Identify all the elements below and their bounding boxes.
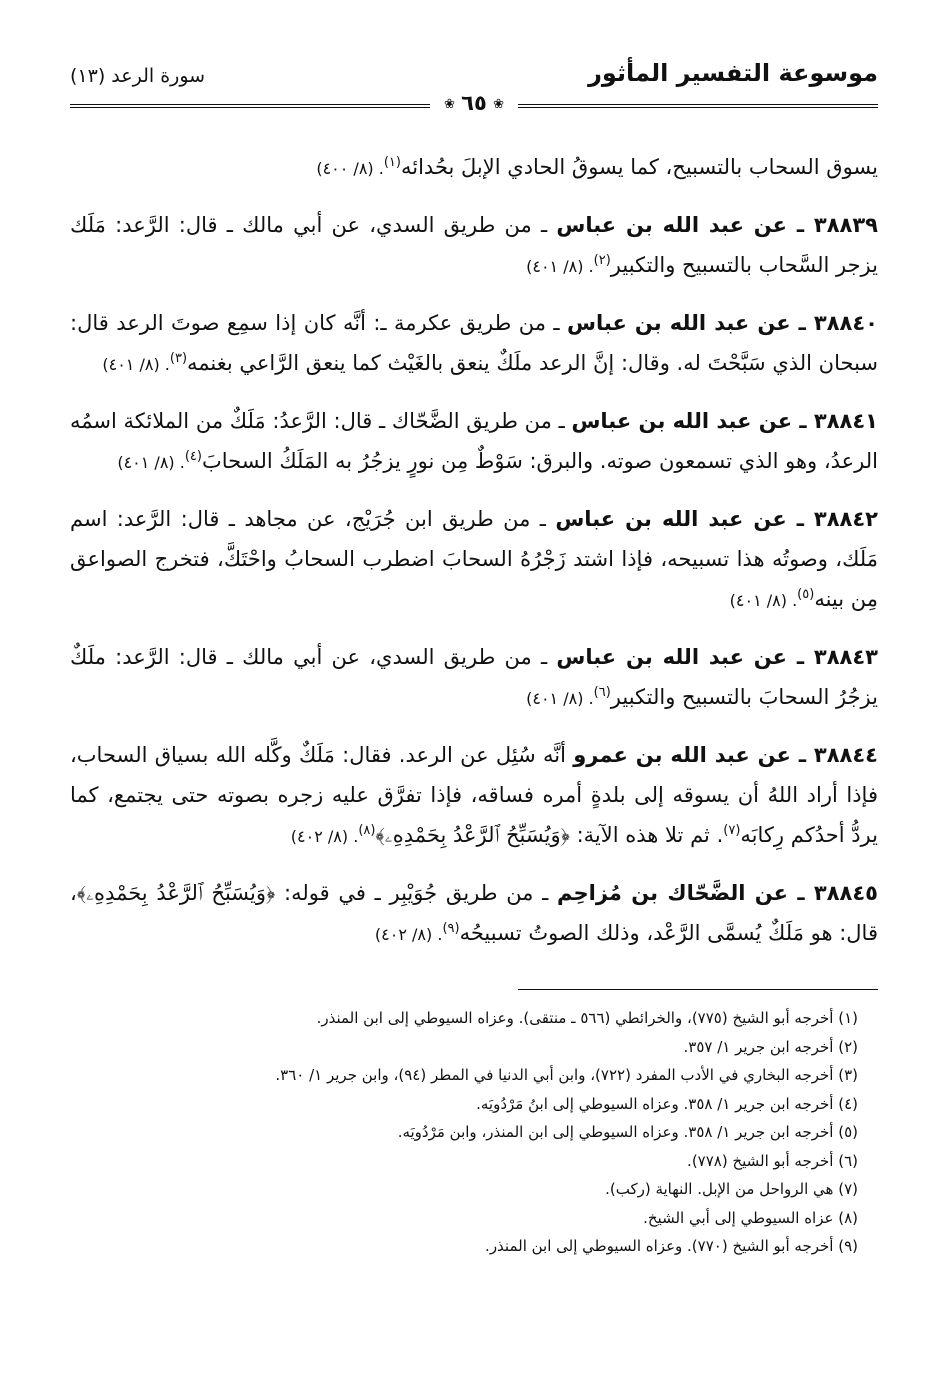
footnote-divider bbox=[518, 989, 878, 990]
volume-reference: . (٨/ ٤٠٠) bbox=[316, 159, 384, 178]
narrator-name: عن عبد الله بن عباس bbox=[556, 645, 788, 669]
entry-text: ـ من طريق السدي، عن أبي مالك ـ قال: الرَّعد: مَلَك يزجر السَّحاب بالتسبيح والتكبير bbox=[70, 213, 878, 277]
entry-38839: ٣٨٨٣٩ ـ عن عبد الله بن عباس ـ من طريق السدي، عن أبي مالك ـ قال: الرَّعد: مَلَك يزجر السَّحاب بالتسبيح والتكبير$^{(٢)}$. (٨/ ٤٠١) bbox=[70, 213, 878, 277]
footnote-marker: (١) bbox=[383, 155, 401, 170]
ornament-icon: ❀ bbox=[444, 97, 455, 112]
entry-number: ٣٨٨٤٠ bbox=[813, 311, 878, 335]
footnote-marker: (٣) bbox=[169, 351, 188, 366]
entry-38845: ٣٨٨٤٥ ـ عن الضَّحّاك بن مُزاحِم ـ من طريق جُوَيْبِر ـ في قوله: ﴿وَيُسَبِّحُ ٱلرَّعْدُ بِحَمْدِهِۦ﴾، قال: هو مَلَكٌ يُسمَّى الرَّعْد، وذلك الصوتُ تسبيحُه$^{(٩)}$. (٨/ ٤٠٢) bbox=[70, 881, 878, 945]
footnote-marker: (٧) bbox=[723, 823, 741, 838]
surah-title: سورة الرعد (١٣) bbox=[70, 65, 206, 87]
entry-text: ـ من طريق عكرمة ـ: أنَّه كان إذا سمِع صوتَ الرعد قال: سبحان الذي سَبَّحْتَ له. وقال: إنَّ الرعد ملَكٌ ينعق بالغَيْث كما ينعق الرَّاعي بغنمه bbox=[70, 311, 878, 375]
narrator-name: عن الضَّحّاك بن مُزاحِم bbox=[557, 881, 789, 905]
footnote: (١) أخرجه أبو الشيخ (٧٧٥)، والخرائطي (٥٦٦ ـ منتقى). وعزاه السيوطي إلى ابن المنذر. bbox=[316, 1009, 858, 1027]
footnote-marker: (٥) bbox=[797, 587, 815, 602]
entry-38844: ٣٨٨٤٤ ـ عن عبد الله بن عمرو أنَّه سُئِل عن الرعد. فقال: مَلَكٌ وكَّله الله بسياق السحاب، فإذا أراد اللهُ أن يسوقه إلى بلدةٍ أمره فساقه، فإذا تفرَّق عليه زجره بصوته حتى يجتمع، كما يردُّ أحدُكم رِكابَه$^{(٧)}$. ثم تلا هذه الآية: ﴿وَيُسَبِّحُ ٱلرَّعْدُ بِحَمْدِهِۦ﴾$^{(٨)}$. (٨/ ٤٠٢) bbox=[70, 743, 878, 847]
entry-38841: ٣٨٨٤١ ـ عن عبد الله بن عباس ـ من طريق الضَّحّاك ـ قال: الرَّعدُ: مَلَكٌ من الملائكة اسمُه الرعدُ، وهو الذي تسمعون صوته. والبرق: سَوْطٌ مِن نورٍ يزجُرُ به المَلَكُ السحابَ$^{(٤)}$. (٨/ ٤٠١) bbox=[70, 409, 878, 473]
footnote-marker: (٩) bbox=[442, 921, 460, 936]
entry-text: ـ من طريق جُوَيْبِر ـ في قوله: ﴿وَيُسَبِّحُ ٱلرَّعْدُ بِحَمْدِهِۦ﴾، قال: هو مَلَكٌ يُسمَّى الرَّعْد، وذلك الصوتُ تسبيحُه bbox=[70, 881, 878, 945]
main-text bbox=[70, 147, 878, 955]
volume-reference: . (٨/ ٤٠١) bbox=[526, 257, 594, 276]
narrator-name: عن عبد الله بن عباس bbox=[567, 311, 791, 335]
footnote-marker: (٦) bbox=[593, 685, 611, 700]
narrator-name: عن عبد الله بن عمرو bbox=[573, 743, 791, 767]
footnote: (٩) أخرجه أبو الشيخ (٧٧٠). وعزاه السيوطي إلى ابن المنذر. bbox=[485, 1237, 858, 1255]
entry-38843: ٣٨٨٤٣ ـ عن عبد الله بن عباس ـ من طريق السدي، عن أبي مالك ـ قال: الرَّعد: ملَكٌ يزجُرُ السحابَ بالتسبيح والتكبير$^{(٦)}$. (٨/ ٤٠١) bbox=[70, 645, 878, 709]
entry-number: ٣٨٨٣٩ bbox=[813, 213, 878, 237]
entry-number: ٣٨٨٤٢ bbox=[813, 507, 878, 531]
footnote: (٥) أخرجه ابن جرير ١/ ٣٥٨. وعزاه السيوطي إلى ابن المنذر، وابن مَرْدُويَه. bbox=[397, 1123, 858, 1141]
entry-text: ـ من طريق الضَّحّاك ـ قال: الرَّعدُ: مَلَكٌ من الملائكة اسمُه الرعدُ، وهو الذي تسمعون صوته. والبرق: سَوْطٌ مِن نورٍ يزجُرُ به المَلَكُ السحابَ bbox=[70, 409, 878, 473]
header-rule-left bbox=[70, 104, 430, 108]
running-header bbox=[70, 55, 878, 115]
volume-reference: . (٨/ ٤٠١) bbox=[102, 355, 170, 374]
narrator-name: عن عبد الله بن عباس bbox=[556, 213, 788, 237]
volume-reference: . (٨/ ٤٠٢) bbox=[290, 827, 359, 846]
entry-number: ٣٨٨٤٣ bbox=[813, 645, 878, 669]
volume-reference: . (٨/ ٤٠١) bbox=[117, 453, 185, 472]
footnote: (٤) أخرجه ابن جرير ١/ ٣٥٨. وعزاه السيوطي إلى ابنُ مَرْدُويَه. bbox=[476, 1094, 858, 1113]
entry-number: ٣٨٨٤١ bbox=[813, 409, 878, 433]
volume-reference: . (٨/ ٤٠١) bbox=[526, 689, 594, 708]
entry-text: يسوق السحاب بالتسبيح، كما يسوقُ الحادي الإبلَ بحُدائه bbox=[400, 155, 878, 179]
header-rule bbox=[70, 91, 878, 115]
entry-text: ـ من طريق السدي، عن أبي مالك ـ قال: الرَّعد: ملَكٌ يزجُرُ السحابَ بالتسبيح والتكبير bbox=[70, 645, 878, 709]
page bbox=[70, 55, 878, 1261]
entry-38840: ٣٨٨٤٠ ـ عن عبد الله بن عباس ـ من طريق عكرمة ـ: أنَّه كان إذا سمِع صوتَ الرعد قال: سبحان الذي سَبَّحْتَ له. وقال: إنَّ الرعد ملَكٌ ينعق بالغَيْث كما ينعق الرَّاعي بغنمه$^{(٣)}$. (٨/ ٤٠١) bbox=[70, 311, 878, 375]
footnote-marker: (٤) bbox=[184, 449, 202, 464]
continuation-paragraph bbox=[70, 147, 878, 189]
footnote-marker: (٨) bbox=[358, 823, 376, 838]
entry-text: أنَّه سُئِل عن الرعد. فقال: مَلَكٌ وكَّله الله بسياق السحاب، فإذا أراد اللهُ أن يسوقه إلى بلدةٍ أمره فساقه، فإذا تفرَّق عليه زجره بصوته حتى يجتمع، كما يردُّ أحدُكم رِكابَه bbox=[70, 743, 878, 847]
narrator-name: عن عبد الله بن عباس bbox=[555, 507, 787, 531]
book-title: موسوعة التفسير المأثور bbox=[588, 59, 878, 87]
entry-text-continued: . ثم تلا هذه الآية: ﴿وَيُسَبِّحُ ٱلرَّعْدُ بِحَمْدِهِۦ﴾ bbox=[375, 823, 724, 847]
footnote: (٣) أخرجه البخاري في الأدب المفرد (٧٢٢)، وابن أبي الدنيا في المطر (٩٤)، وابن جرير ١/ ٣٦٠. bbox=[275, 1066, 858, 1084]
footnote: (٨) عزاه السيوطي إلى أبي الشيخ. bbox=[643, 1208, 858, 1227]
volume-reference: . (٨/ ٤٠٢) bbox=[374, 925, 443, 944]
volume-reference: . (٨/ ٤٠١) bbox=[729, 591, 798, 610]
entry-number: ٣٨٨٤٥ bbox=[813, 881, 878, 905]
page-number: ٦٥ bbox=[461, 91, 487, 115]
footnote: (٦) أخرجه أبو الشيخ (٧٧٨). bbox=[687, 1151, 858, 1170]
entry-text: ـ من طريق ابن جُرَيْج، عن مجاهد ـ قال: الرَّعد: اسم مَلَك، وصوتُه هذا تسبيحه، فإذا اشتد زَجْرُهُ السحابَ اضطرب السحابُ واحْتَكَّ، فتخرج الصواعق مِن بينه bbox=[70, 507, 878, 611]
footnotes bbox=[70, 1004, 878, 1261]
header-rule-right bbox=[518, 104, 878, 108]
ornament-icon: ❀ bbox=[493, 97, 504, 112]
footnote: (٧) هي الرواحل من الإبل. النهاية (ركب). bbox=[605, 1180, 858, 1198]
narrator-name: عن عبد الله بن عباس bbox=[571, 409, 793, 433]
footnote: (٢) أخرجه ابن جرير ١/ ٣٥٧. bbox=[683, 1037, 858, 1056]
entry-38842: ٣٨٨٤٢ ـ عن عبد الله بن عباس ـ من طريق ابن جُرَيْج، عن مجاهد ـ قال: الرَّعد: اسم مَلَك، وصوتُه هذا تسبيحه، فإذا اشتد زَجْرُهُ السحابَ اضطرب السحابُ واحْتَكَّ، فتخرج الصواعق مِن بينه$^{(٥)}$. (٨/ ٤٠١) bbox=[70, 507, 878, 611]
footnote-marker: (٢) bbox=[593, 253, 611, 268]
entry-number: ٣٨٨٤٤ bbox=[813, 743, 878, 767]
